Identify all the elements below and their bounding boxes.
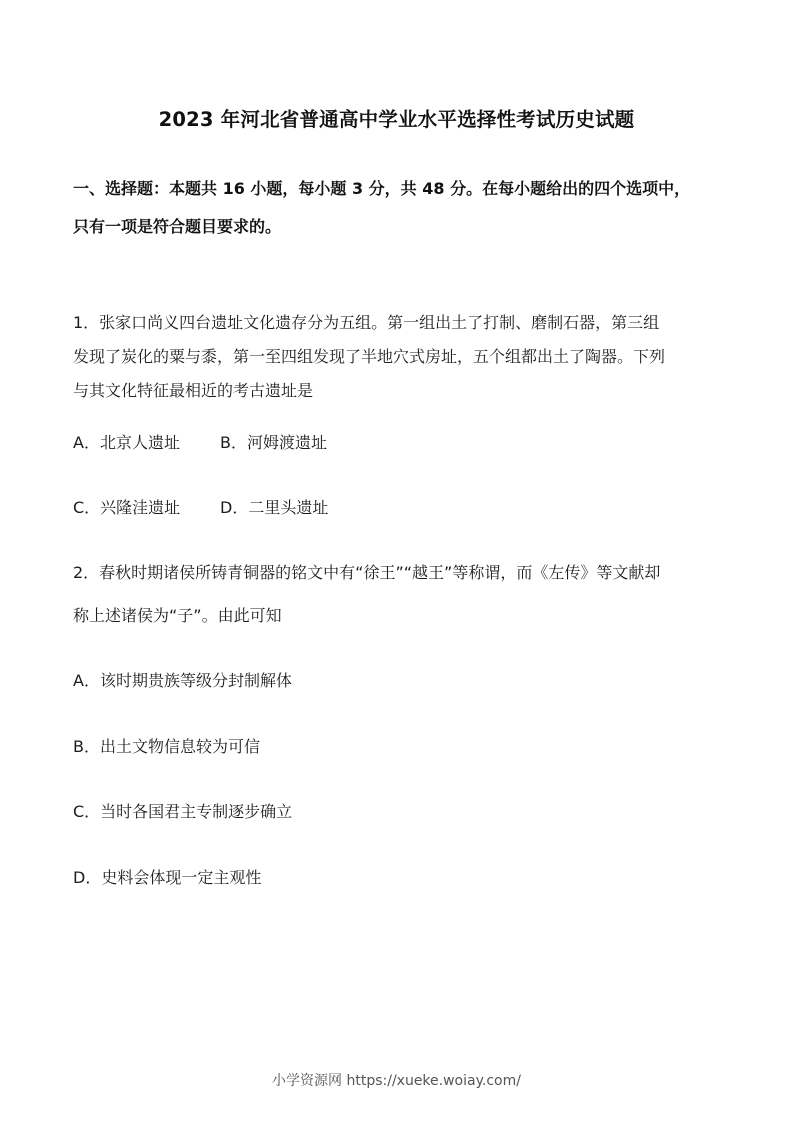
question-2-stem-line-1: 2．春秋时期诸侯所铸青铜器的铭文中有“徐王”“越王”等称谓，而《左传》等文献却 <box>73 563 661 582</box>
question-2-option-a: A．该时期贵族等级分封制解体 <box>73 671 292 690</box>
question-1-stem-line-3: 与其文化特征最相近的考古遗址是 <box>73 381 314 400</box>
question-2-stem-line-2: 称上述诸侯为“子”。由此可知 <box>73 606 282 625</box>
section-header-line-1: 一、选择题：本题共 16 小题，每小题 3 分，共 48 分。在每小题给出的四个选项中， <box>73 179 691 198</box>
question-1-stem-line-1: 1．张家口尚义四台遗址文化遗存分为五组。第一组出土了打制、磨制石器，第三组 <box>73 313 660 332</box>
footer-source-link[interactable]: 小学资源网 https://xueke.woiay.com/ <box>272 1073 521 1089</box>
question-2-option-b: B．出土文物信息较为可信 <box>73 737 260 756</box>
section-header-line-2: 只有一项是符合题目要求的。 <box>73 217 282 236</box>
question-1-option-d: D．二里头遗址 <box>220 498 329 517</box>
page-title: 2023 年河北省普通高中学业水平选择性考试历史试题 <box>158 108 635 131</box>
question-2-option-d: D．史料会体现一定主观性 <box>73 868 262 887</box>
question-2-option-c: C．当时各国君主专制逐步确立 <box>73 802 293 821</box>
question-1-option-c: C．兴隆洼遗址 <box>73 498 181 517</box>
question-1-stem-line-2: 发现了炭化的粟与黍，第一至四组发现了半地穴式房址，五个组都出土了陶器。下列 <box>73 347 666 366</box>
question-1-option-b: B．河姆渡遗址 <box>220 433 327 452</box>
question-1-option-a: A．北京人遗址 <box>73 433 180 452</box>
